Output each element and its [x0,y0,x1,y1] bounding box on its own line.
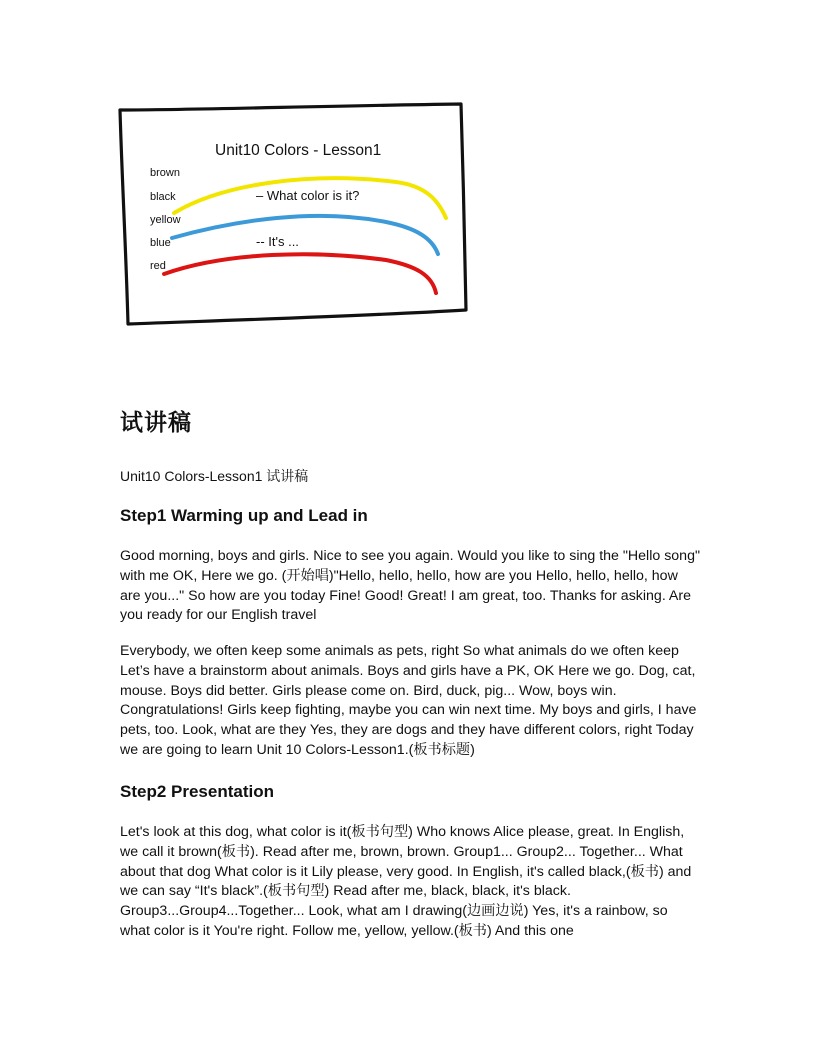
step2-heading: Step2 Presentation [120,782,274,801]
blue-arc [172,216,438,254]
board-question: – What color is it? [256,188,360,203]
step1-heading: Step1 Warming up and Lead in [120,506,368,525]
board-word-red: red [150,260,166,272]
board-title: Unit10 Colors - Lesson1 [215,142,382,159]
step1-paragraph-1: Good morning, boys and girls. Nice to see you again. Would you like to sing the "Hello song" with me OK, Here we go. (开始唱)"Hello, hello, hello, how are you Hello, hello, hello, how are you..." So how are you today Fine! Good! Great! I am great, too. Thanks for asking. Are you ready for our English travel [120,548,700,624]
board-answer: -- It's ... [256,234,299,249]
board-word-yellow: yellow [150,214,181,226]
blackboard-drawing [116,100,470,328]
board-word-blue: blue [150,237,171,249]
step2-paragraph-1: Let's look at this dog, what color is it(板书句型) Who knows Alice please, great. In English, we call it brown(板书). Read after me, brown, brown. Group1... Group2... Together... What about that dog What color is it Lily please, very good. In English, it's called black,(板书) and we can say “It's black”.(板书句型) Read after me, black, black, it's black. Group3...Group4...Together... Look, what am I drawing(边画边说) Yes, it's a rainbow, so what color is it You're right. Follow me, yellow, yellow.(板书) And this one [120,824,692,939]
step1-paragraph-2: Everybody, we often keep some animals as pets, right So what animals do we often keep Let’s have a brainstorm about animals. Boys and girls have a PK, OK Here we go. Dog, cat, mouse. Boys did better. Girls please come on. Bird, duck, pig... Wow, boys win. Congratulations! Girls keep fighting, maybe you can win next time. My boys and girls, I have pets, too. Look, what are they Yes, they are dogs and they have different colors, right Today we are going to learn Unit 10 Colors-Lesson1.(板书标题) [120,643,697,758]
board-word-brown: brown [150,167,180,179]
document-heading: 试讲稿 [120,410,192,436]
board-word-black: black [150,191,176,203]
red-arc [164,254,436,293]
document-subtitle: Unit10 Colors-Lesson1 试讲稿 [120,468,309,484]
blackboard-svg [116,100,470,328]
